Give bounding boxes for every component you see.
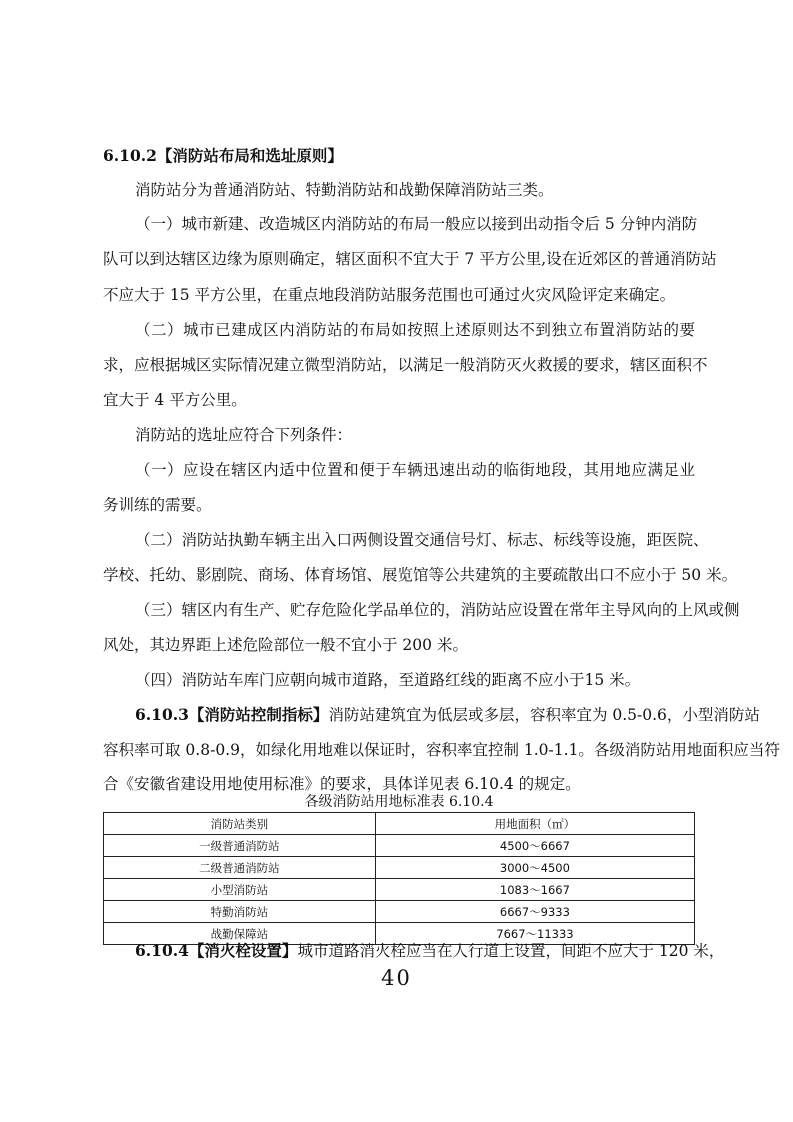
table-cell: 小型消防站 — [104, 879, 376, 901]
paragraph-line: （二）消防站执勤车辆主出入口两侧设置交通信号灯、标志、标线等设施，距医院、 — [135, 531, 709, 549]
paragraph-line: 合《安徽省建设用地使用标准》的要求，具体详见表 6.10.4 的规定。 — [103, 775, 581, 793]
paragraph-line: （二）城市已建成区内消防站的布局如按照上述原则达不到独立布置消防站的要 — [135, 321, 695, 339]
table-cell: 7667～11333 — [375, 923, 694, 945]
section-6-10-4-line — [135, 941, 725, 961]
column-header: 消防站类别 — [104, 813, 376, 835]
paragraph-line: 风处，其边界距上述危险部位一般不宜小于 200 米。 — [103, 636, 468, 654]
paragraph-line: 宜大于 4 平方公里。 — [103, 391, 247, 409]
paragraph-line: （三）辖区内有生产、贮存危险化学品单位的，消防站应设置在常年主导风向的上风或侧 — [135, 601, 740, 619]
table-cell: 战勤保障站 — [104, 923, 376, 945]
table-cell: 3000～4500 — [375, 857, 694, 879]
table-caption: 各级消防站用地标准表 6.10.4 — [304, 794, 494, 810]
table-row — [104, 857, 695, 879]
paragraph-line: 求，应根据城区实际情况建立微型消防站，以满足一般消防灭火救援的要求，辖区面积不 — [103, 356, 708, 374]
paragraph: （四）消防站车库门应朝向城市道路，至道路红线的距离不应小于15 米。 — [135, 671, 641, 689]
paragraph-line: 容积率可取 0.8-0.9，如绿化用地难以保证时，容积率宜控制 1.0-1.1。各级消防站用地面积应当符 — [103, 741, 780, 759]
paragraph-text: 消防站建筑宜为低层或多层，容积率宜为 0.5-0.6，小型消防站 — [328, 706, 760, 724]
paragraph-line: （一）城市新建、改造城区内消防站的布局一般应以接到出动指令后 5 分钟内消防 — [135, 215, 698, 233]
page-number: 40 — [381, 966, 412, 990]
section-heading-6-10-3: 6.10.3【消防站控制指标】 — [135, 705, 329, 724]
section-heading-6-10-4: 6.10.4【消火栓设置】 — [135, 941, 298, 960]
paragraph: 消防站的选址应符合下列条件： — [135, 426, 353, 444]
table-row — [104, 901, 695, 923]
paragraph-line: （一）应设在辖区内适中位置和便于车辆迅速出动的临街地段，其用地应满足业 — [135, 461, 695, 479]
table-cell: 1083～1667 — [375, 879, 694, 901]
column-header: 用地面积（㎡） — [375, 813, 694, 835]
table-row — [104, 835, 695, 857]
paragraph-line: 队可以到达辖区边缘为原则确定，辖区面积不宜大于 7 平方公里,设在近郊区的普通消防站 — [103, 250, 717, 268]
table-cell: 一级普通消防站 — [104, 835, 376, 857]
paragraph-text: 城市道路消火栓应当在人行道上设置，间距不应大于 120 米， — [297, 942, 725, 960]
table-header-row — [104, 813, 695, 835]
table-row — [104, 879, 695, 901]
section-heading-6-10-2: 6.10.2【消防站布局和选址原则】 — [103, 146, 343, 165]
table-cell: 6667～9333 — [375, 901, 694, 923]
table-cell: 4500～6667 — [375, 835, 694, 857]
section-6-10-3-line — [135, 705, 760, 725]
fire-station-land-standard-table — [103, 812, 695, 945]
paragraph-line: 务训练的需要。 — [103, 496, 212, 514]
paragraph-line: 学校、托幼、影剧院、商场、体育场馆、展览馆等公共建筑的主要疏散出口不应小于 50 米。 — [103, 566, 738, 584]
paragraph-line: 不应大于 15 平方公里，在重点地段消防站服务范围也可通过火灾风险评定来确定。 — [103, 286, 676, 304]
paragraph: 消防站分为普通消防站、特勤消防站和战勤保障消防站三类。 — [135, 181, 554, 199]
table-cell: 二级普通消防站 — [104, 857, 376, 879]
table-cell: 特勤消防站 — [104, 901, 376, 923]
